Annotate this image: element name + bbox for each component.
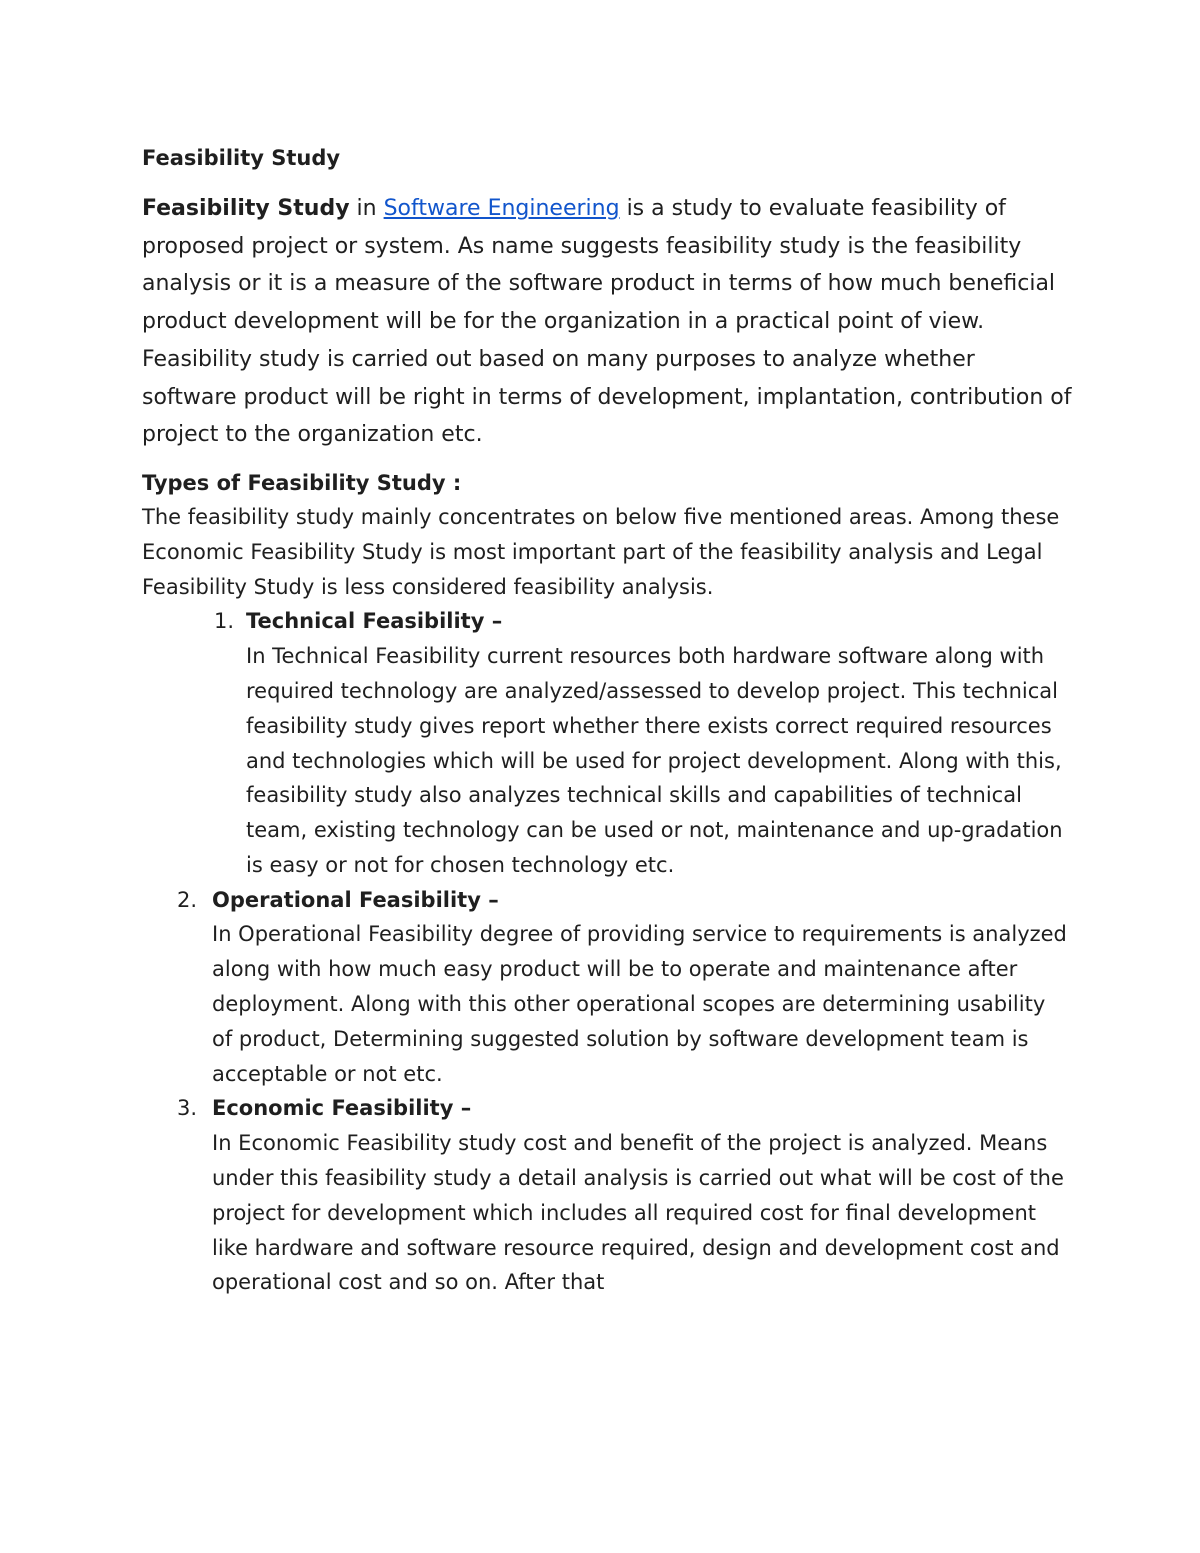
list-item-number: 1. xyxy=(214,609,235,634)
intro-lead-after: in xyxy=(349,196,384,221)
intro-lead-bold: Feasibility Study xyxy=(142,196,350,221)
list-item-number: 2. xyxy=(177,887,198,912)
list-item-body: In Technical Feasibility current resources both hardware software along with required technology are analyzed/assessed to develop project. This technical feasibility study gives report whether there exists correct required resources and technologies which will be used for project development. Along with this, feasibility study also analyzes technical skills and capabilities of technical team, existing technology can be used or not, maintenance and up-gradation is easy or not for chosen technology etc. xyxy=(246,644,1063,877)
types-heading: Types of Feasibility Study : xyxy=(142,470,462,495)
list-item-title: Economic Feasibility – xyxy=(212,1096,472,1121)
list-item-number: 3. xyxy=(177,1096,198,1121)
list-item-body: In Operational Feasibility degree of providing service to requirements is analyzed along with how much easy product will be to operate and maintenance after deployment. Along with this other operational scopes are determining usability of product, Determining suggested solution by software development team is acceptable or not etc. xyxy=(212,922,1067,1086)
types-description: The feasibility study mainly concentrates on below five mentioned areas. Among these Economic Feasibility Study is most important part of the feasibility analysis and Legal Feasibility Study is less considered feasibility analysis. xyxy=(142,504,1060,599)
document-page xyxy=(142,138,1072,1300)
list-item-body: In Economic Feasibility study cost and benefit of the project is analyzed. Means under this feasibility study a detail analysis is carried out what will be cost of the project for development which includes all required cost for final development like hardware and software resource required, design and development cost and operational cost and so on. After that xyxy=(212,1131,1064,1295)
intro-rest: is a study to evaluate feasibility of proposed project or system. As name suggests feasibility study is the feasibility analysis or it is a measure of the software product in terms of how much beneficial product development will be for the organization in a practical point of view. Feasibility study is carried out based on many purposes to analyze whether software product will be right in terms of development, implantation, contribution of project to the organization etc. xyxy=(142,196,1072,448)
document-title: Feasibility Study xyxy=(142,146,341,170)
intro-paragraph xyxy=(142,190,1072,454)
list-item-operational xyxy=(142,883,1072,1092)
list-item-title: Technical Feasibility – xyxy=(246,609,503,634)
list-item-technical xyxy=(142,604,1072,882)
software-engineering-link[interactable]: Software Engineering xyxy=(383,196,620,221)
feasibility-types-list xyxy=(142,604,1072,1300)
list-item-economic xyxy=(142,1091,1072,1300)
list-item-title: Operational Feasibility – xyxy=(212,887,499,912)
